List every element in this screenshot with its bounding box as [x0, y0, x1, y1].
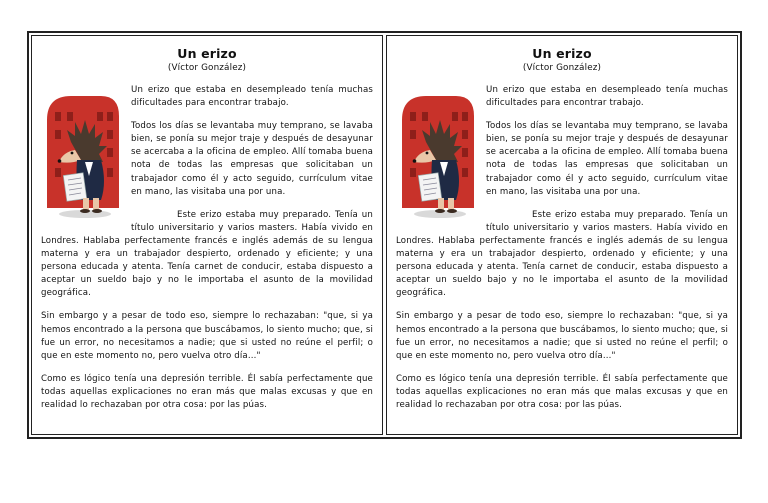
story-card-left: [31, 35, 383, 435]
paragraph-1: Un erizo que estaba en desempleado tenía muchas dificultades para encontrar trabajo.: [486, 85, 728, 109]
paragraph-5: Como es lógico tenía una depresión terrible. Él sabía perfectamente que todas aquellas explicaciones no eran más que malas excusas y que en realidad lo rechazaban por otra cosa: por las púas.: [396, 373, 728, 410]
paragraph-4: Sin embargo y a pesar de todo eso, siempre lo rechazaban: "que, si ya hemos encontrado a la persona que buscábamos, lo siento mucho; que, si fue un error, no necesitamos a nadie; que si usted no reúne el perfil; o que en este momento no, pero vuelva otro día...": [41, 311, 373, 361]
paragraph-3: Este erizo estaba muy preparado. Tenía un título universitario y varios masters. Había vivido en Londres. Hablaba perfectamente francés e inglés además de su lengua materna y era un trabajador despierto, ordenado y eficiente; y una persona educada y atenta. Tenía carnet de conducir, estaba dispuesto a aceptar un sueldo bajo y no le importaba el asunto de la movilidad geográfica.: [41, 209, 373, 299]
paragraph-3: Este erizo estaba muy preparado. Tenía un título universitario y varios masters. Había vivido en Londres. Hablaba perfectamente francés e inglés además de su lengua materna y era un trabajador despierto, ordenado y eficiente; y una persona educada y atenta. Tenía carnet de conducir, estaba dispuesto a aceptar un sueldo bajo y no le importaba el asunto de la movilidad geográfica.: [396, 209, 728, 299]
paragraph-2: Todos los días se levantaba muy temprano, se lavaba bien, se ponía su mejor traje y después de desayunar se acercaba a la oficina de empleo. Allí tomaba buena nota de todas las empresas que solicitaban un trabajador como él y acto seguido, currículum vitae en mano, las visitaba una por una.: [486, 121, 728, 197]
paragraph-4: Sin embargo y a pesar de todo eso, siempre lo rechazaban: "que, si ya hemos encontrado a la persona que buscábamos, lo siento mucho; que, si fue un error, no necesitamos a nadie; que si usted no reúne el perfil; o que en este momento no, pero vuelva otro día...": [396, 311, 728, 361]
story-author: (Víctor González): [167, 63, 247, 73]
paragraph-1: Un erizo que estaba en desempleado tenía muchas dificultades para encontrar trabajo.: [131, 85, 373, 109]
story-card-right: [386, 35, 738, 435]
paragraph-5: Como es lógico tenía una depresión terrible. Él sabía perfectamente que todas aquellas explicaciones no eran más que malas excusas y que en realidad lo rechazaban por otra cosa: por las púas.: [41, 373, 373, 410]
hedgehog-illustration: [396, 90, 480, 226]
story-author: (Víctor González): [522, 63, 602, 73]
story-title: Un erizo: [532, 46, 592, 61]
story-title: Un erizo: [177, 46, 237, 61]
worksheet: [27, 31, 742, 439]
paragraph-2: Todos los días se levantaba muy temprano, se lavaba bien, se ponía su mejor traje y después de desayunar se acercaba a la oficina de empleo. Allí tomaba buena nota de todas las empresas que solicitaban un trabajador como él y acto seguido, currículum vitae en mano, las visitaba una por una.: [131, 121, 373, 197]
hedgehog-illustration: [41, 90, 125, 226]
